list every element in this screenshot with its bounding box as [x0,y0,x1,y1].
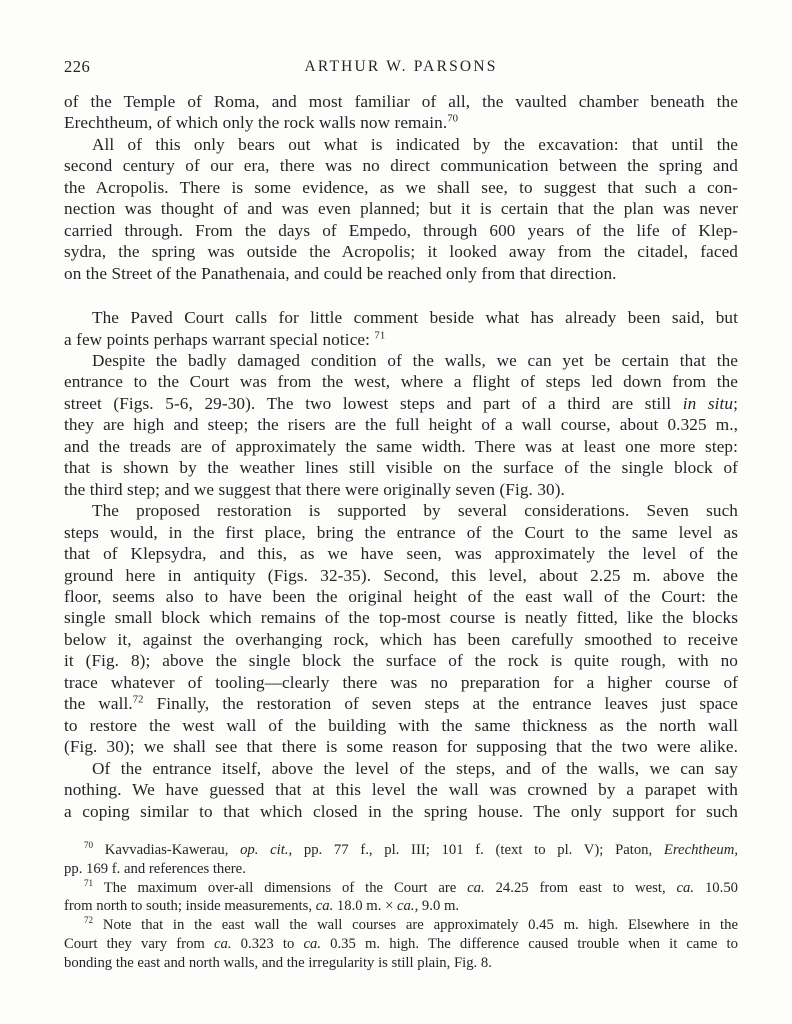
text-line [64,198,738,219]
text-line [64,436,738,457]
text-segment: a coping similar to that which closed in the spring house. The only support for such [64,801,738,821]
text-segment: of the Temple of Roma, and most familiar of all, the vaulted chamber beneath the [64,92,738,111]
text-line [64,500,738,521]
text-segment: entrance to the Court was from the west, where a flight of steps led down from the [64,372,738,392]
text-segment: nection was thought of and was even planned; but it is certain that the plan was never [64,199,738,219]
text-segment: the third step; and we suggest that there were originally seven (Fig. 30). [64,479,565,499]
footnote-marker: 72 [132,694,144,706]
text-line [64,91,738,112]
text-segment: it (Fig. 8); above the single block the surface of the rock is quite rough, with no [64,651,738,671]
text-line [64,329,738,350]
text-segment: floor, seems also to have been the original height of the east wall of the Court: the [64,586,738,606]
text-segment: 0.323 to [231,935,304,952]
text-line [64,371,738,392]
text-segment: below it, against the overhanging rock, which has been carefully smoothed to receive [64,629,738,649]
text-segment: Erechtheum [663,842,735,858]
text-line [64,134,738,155]
text-segment: Of the entrance itself, above the level of the steps, and of the walls, we can say [92,758,738,778]
text-line [64,543,738,564]
text-segment: the wall. [64,694,133,714]
footnote-marker: 72 [84,915,94,926]
text-segment: (Fig. 30); we shall see that there is some reason for supposing that the two were alike. [64,737,738,757]
text-line [64,672,738,693]
text-line [64,954,738,973]
text-line [64,457,738,478]
text-line [64,916,738,935]
running-head: ARTHUR W. PARSONS [304,58,498,75]
text-line [64,350,738,371]
text-segment: to restore the west wall of the building with the same thickness as the north wall [64,715,738,735]
text-segment: second century of our era, there was no direct communication between the spring and [64,156,738,176]
text-line [64,414,738,435]
text-line [64,155,738,176]
text-segment: 9.0 m. [418,898,460,915]
text-segment: sydra, the spring was outside the Acropolis; it looked away from the citadel, faced [64,242,738,262]
text-segment: in situ [682,393,734,413]
page-header [64,56,738,78]
text-line [64,629,738,650]
text-segment: op. cit. [240,842,289,858]
text-line [64,241,738,262]
text-segment: street (Figs. 5-6, 29-30). The two lowest steps and part of a third are still [64,393,683,413]
text-line [64,307,738,328]
text-segment: ca. [303,935,321,952]
footnote-marker: 70 [84,840,94,851]
text-segment: a few points perhaps warrant special notice: [64,329,375,349]
text-line [64,177,738,198]
text-segment: bonding the east and north walls, and the irregularity is still plain, Fig. 8. [64,954,492,971]
text-line [64,263,738,284]
text-segment: 24.25 from east to west, [484,879,677,896]
text-segment: All of this only bears out what is indicated by the excavation: that until the [92,134,738,154]
text-segment: ground here in antiquity (Figs. 32-35). Second, this level, about 2.25 m. above the [64,565,738,585]
footnotes [64,841,738,973]
text-line [64,479,738,500]
text-line [64,897,738,916]
text-segment: steps would, in the first place, bring the entrance of the Court to the same level as [64,522,738,542]
text-segment: the Acropolis. There is some evidence, as we shall see, to suggest that such a con- [64,177,738,197]
text-segment: on the Street of the Panathenaia, and could be reached only from that direction. [64,263,617,283]
text-segment: from north to south; inside measurements, [64,898,316,915]
text-line [64,565,738,586]
text-line [64,758,738,779]
text-segment: The Paved Court calls for little comment beside what has already been said, but [92,308,738,328]
page-number: 226 [64,57,91,76]
text-line [64,801,738,822]
text-line [64,112,738,133]
text-segment: single small block which remains of the top-most course is neatly fitted, like the blocks [64,608,738,628]
text-segment: Kavvadias-Kawerau, [93,842,241,858]
text-line [64,736,738,757]
text-line [64,607,738,628]
text-line [64,220,738,241]
text-line [64,841,738,860]
text-segment: that of Klepsydra, and this, as we have seen, was approximately the level of the [64,544,738,564]
text-segment: ca., [397,898,419,915]
text-segment: Note that in the east wall the wall courses are approximately 0.45 m. high. Elsewhere in the [93,917,738,934]
text-line [64,522,738,543]
text-segment: 0.35 m. high. The difference caused trouble when it came to [321,935,738,952]
text-segment: The proposed restoration is supported by several considerations. Seven such [92,501,738,521]
text-segment: 10.50 [694,879,739,896]
text-line [64,586,738,607]
text-segment: ca. [213,935,232,952]
text-segment: ca. [676,879,695,896]
text-segment: Despite the badly damaged condition of the walls, we can yet be certain that the [92,350,738,370]
text-line [64,715,738,736]
text-line [64,650,738,671]
text-segment: ca. [467,879,485,896]
footnote-marker: 71 [84,877,94,888]
body-text [64,91,738,822]
text-line [64,779,738,800]
text-line [64,935,738,954]
text-segment: , pp. 77 f., pl. III; 101 f. (text to pl. V); Paton, [288,842,664,858]
text-segment: nothing. We have guessed that at this level the wall was crowned by a parapet with [64,780,738,800]
text-segment: Erechtheum, of which only the rock walls now remain. [64,113,448,133]
text-segment: they are high and steep; the risers are the full height of a wall course, about 0.325 m., [64,415,738,435]
text-segment: ca. [315,898,334,915]
footnote-marker: 70 [447,113,459,125]
text-line [64,860,738,879]
text-segment: ; [733,393,738,413]
text-line [64,393,738,414]
text-segment: pp. 169 f. and references there. [64,860,246,877]
text-segment: Court they vary from [64,935,214,952]
text-segment: , [734,842,738,858]
text-segment: and the treads are of approximately the same width. There was at least one more step: [64,436,738,456]
text-segment: The maximum over-all dimensions of the Court are [93,879,468,896]
text-segment: 18.0 m. × [333,898,398,915]
text-segment: that is shown by the weather lines still visible on the surface of the single block of [64,458,738,478]
footnote-marker: 71 [374,329,386,341]
text-segment: trace whatever of tooling—clearly there was no preparation for a higher course of [64,672,738,692]
text-line [64,879,738,898]
text-line [64,693,738,714]
text-segment: Finally, the restoration of seven steps at the entrance leaves just space [143,694,738,714]
text-segment: carried through. From the days of Empedo, through 600 years of the life of Klep- [64,220,738,240]
